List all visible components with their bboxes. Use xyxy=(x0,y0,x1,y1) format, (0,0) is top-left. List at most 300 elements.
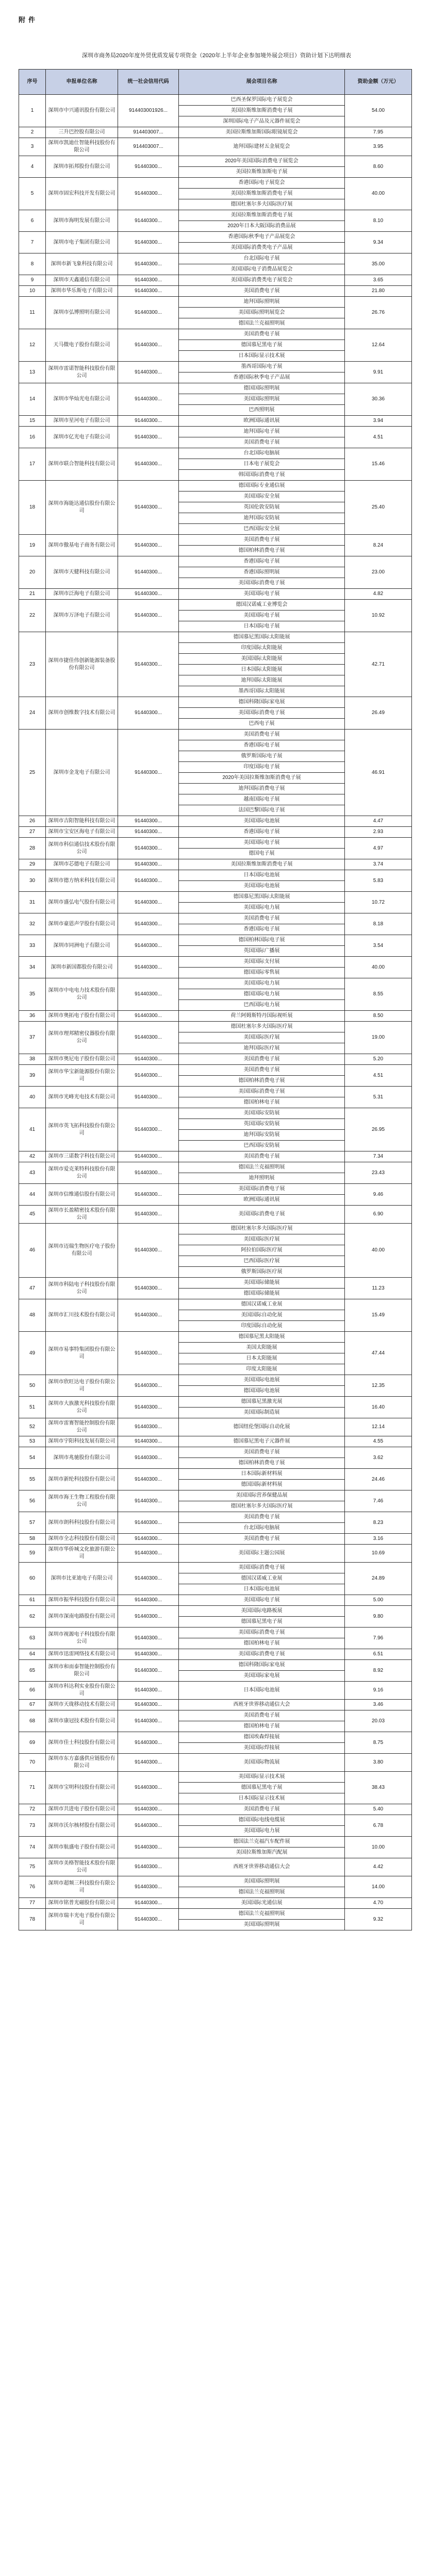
cell-credit-code: 91440300... xyxy=(118,1162,179,1184)
cell-amount: 6.51 xyxy=(345,1649,412,1660)
table-row xyxy=(19,1898,412,1909)
cell-credit-code: 91440300... xyxy=(118,286,179,297)
cell-amount: 9.46 xyxy=(345,1184,412,1206)
cell-exhibition-item: 巴西国际医疗展 xyxy=(179,1256,345,1267)
cell-company-name: 深圳市朗科科技股份有限公司 xyxy=(46,1512,118,1534)
cell-exhibition-item: 德国电子展 xyxy=(179,849,345,859)
cell-amount: 14.00 xyxy=(345,1876,412,1898)
table-row xyxy=(19,210,412,221)
cell-company-name: 深圳市振华科技股份有限公司 xyxy=(46,1595,118,1606)
cell-credit-code: 91440300... xyxy=(118,481,179,535)
table-row xyxy=(19,1772,412,1783)
cell-amount: 8.60 xyxy=(345,156,412,178)
cell-exhibition-item: 德国杜塞尔多夫国际医疗展 xyxy=(179,1224,345,1234)
table-row xyxy=(19,275,412,286)
cell-credit-code: 91440300... xyxy=(118,1563,179,1595)
cell-seq: 36 xyxy=(19,1011,46,1022)
cell-company-name: 深圳市铭普光磁股份有限公司 xyxy=(46,1898,118,1909)
cell-exhibition-item: 俄罗斯国际医疗展 xyxy=(179,1267,345,1278)
cell-seq: 74 xyxy=(19,1837,46,1858)
cell-exhibition-item: 美国国际电子消费品展览会 xyxy=(179,264,345,275)
cell-exhibition-item: 香港国际电子展 xyxy=(179,827,345,838)
cell-credit-code: 91440300... xyxy=(118,1512,179,1534)
cell-amount: 24.89 xyxy=(345,1563,412,1595)
cell-exhibition-item: 迪拜国际安防展 xyxy=(179,1130,345,1141)
cell-seq: 56 xyxy=(19,1490,46,1512)
cell-company-name: 深圳市兆驰股份有限公司 xyxy=(46,1447,118,1469)
cell-amount: 12.35 xyxy=(345,1375,412,1397)
cell-exhibition-item: 巴西国际安防展 xyxy=(179,1141,345,1151)
table-row xyxy=(19,556,412,567)
cell-seq: 27 xyxy=(19,827,46,838)
cell-credit-code: 914403001926... xyxy=(118,95,179,127)
cell-company-name: 深圳市三诺数字科技有限公司 xyxy=(46,1151,118,1162)
cell-company-name: 深圳市信维通信股份有限公司 xyxy=(46,1184,118,1206)
cell-seq: 66 xyxy=(19,1682,46,1700)
cell-amount: 5.83 xyxy=(345,870,412,892)
cell-exhibition-item: 美国消费电子展 xyxy=(179,1151,345,1162)
cell-exhibition-item: 美国国际太阳能展 xyxy=(179,654,345,665)
cell-seq: 39 xyxy=(19,1065,46,1087)
cell-amount: 8.18 xyxy=(345,913,412,935)
cell-company-name: 深圳市吉阳智能科技有限公司 xyxy=(46,816,118,827)
cell-seq: 72 xyxy=(19,1804,46,1815)
cell-company-name: 深圳市视源电子科技股份有限公司 xyxy=(46,1628,118,1649)
cell-credit-code: 91440300... xyxy=(118,1732,179,1754)
cell-credit-code: 91440300... xyxy=(118,1815,179,1837)
cell-company-name: 深圳市电子集团有限公司 xyxy=(46,232,118,253)
cell-seq: 44 xyxy=(19,1184,46,1206)
cell-amount: 9.80 xyxy=(345,1606,412,1628)
cell-exhibition-item: 巴西国际电力展 xyxy=(179,1000,345,1011)
cell-seq: 5 xyxy=(19,178,46,210)
table-row xyxy=(19,1606,412,1617)
table-body xyxy=(19,95,412,1930)
cell-exhibition-item: 越南国际电子展 xyxy=(179,794,345,805)
cell-company-name: 深圳市中兴通讯股份有限公司 xyxy=(46,95,118,127)
cell-exhibition-item: 美国国际消费电子展 xyxy=(179,1649,345,1660)
table-row xyxy=(19,1087,412,1097)
table-row xyxy=(19,448,412,459)
cell-exhibition-item: 德国柏林电子展 xyxy=(179,1638,345,1649)
cell-exhibition-item: 2020年美国国际消费电子展览会 xyxy=(179,156,345,167)
cell-amount: 9.16 xyxy=(345,1682,412,1700)
cell-exhibition-item: 迪拜国际医疗展 xyxy=(179,1043,345,1054)
cell-company-name: 深圳市新飞象科技有限公司 xyxy=(46,253,118,275)
cell-company-name: 深圳市新国都股份有限公司 xyxy=(46,957,118,978)
cell-credit-code: 91440300... xyxy=(118,1065,179,1087)
table-row xyxy=(19,253,412,264)
cell-amount: 15.46 xyxy=(345,448,412,481)
cell-company-name: 深圳市天珑移动技术有限公司 xyxy=(46,1700,118,1710)
cell-seq: 63 xyxy=(19,1628,46,1649)
cell-exhibition-item: 德国国际零售展 xyxy=(179,968,345,978)
cell-seq: 25 xyxy=(19,730,46,816)
cell-amount: 7.95 xyxy=(345,127,412,138)
cell-amount: 12.64 xyxy=(345,329,412,362)
table-row xyxy=(19,383,412,394)
cell-amount: 9.34 xyxy=(345,232,412,253)
cell-amount: 3.80 xyxy=(345,1754,412,1772)
table-row xyxy=(19,1332,412,1343)
cell-exhibition-item: 德国国际储能展 xyxy=(179,1289,345,1299)
table-row xyxy=(19,1649,412,1660)
cell-amount: 4.51 xyxy=(345,427,412,448)
document-title: 深圳市商务局2020年度外贸优质发展专项资金（2020年上半年企业参加境外展会项目）资助计划下达明细表 xyxy=(82,53,351,59)
cell-company-name: 深圳市海王生物工程股份有限公司 xyxy=(46,1490,118,1512)
cell-seq: 43 xyxy=(19,1162,46,1184)
cell-exhibition-item: 迪拜国际消费电子展 xyxy=(179,784,345,794)
cell-seq: 41 xyxy=(19,1108,46,1151)
cell-seq: 67 xyxy=(19,1700,46,1710)
cell-exhibition-item: 美国消费电子展 xyxy=(179,1512,345,1523)
cell-seq: 12 xyxy=(19,329,46,362)
cell-credit-code: 91440300... xyxy=(118,870,179,892)
cell-company-name: 深圳市长盈精密技术股份有限公司 xyxy=(46,1206,118,1224)
table-row xyxy=(19,1660,412,1671)
table-row xyxy=(19,1876,412,1887)
cell-exhibition-item: 墨西哥国际电子展 xyxy=(179,362,345,372)
cell-exhibition-item: 美国国际储能展 xyxy=(179,1278,345,1289)
cell-exhibition-item: 美国国际营养保健品展 xyxy=(179,1490,345,1501)
cell-exhibition-item: 德国慕尼黑电子展 xyxy=(179,1783,345,1793)
cell-exhibition-item: 美国消费电子展 xyxy=(179,1534,345,1545)
cell-credit-code: 91440300... xyxy=(118,1804,179,1815)
table-row xyxy=(19,1595,412,1606)
funding-table xyxy=(19,69,412,1930)
cell-credit-code: 91440300... xyxy=(118,1837,179,1858)
cell-exhibition-item: 德国慕尼黑国际太阳能展 xyxy=(179,632,345,643)
cell-amount: 4.51 xyxy=(345,1065,412,1087)
table-row xyxy=(19,297,412,308)
cell-exhibition-item: 香港国际电子展 xyxy=(179,924,345,935)
table-row xyxy=(19,1804,412,1815)
cell-seq: 16 xyxy=(19,427,46,448)
table-row xyxy=(19,1206,412,1224)
cell-company-name: 深圳市海能达通信股份有限公司 xyxy=(46,481,118,535)
cell-seq: 33 xyxy=(19,935,46,957)
cell-seq: 8 xyxy=(19,253,46,275)
cell-amount: 6.78 xyxy=(345,1815,412,1837)
cell-exhibition-item: 墨西哥国际太阳能展 xyxy=(179,686,345,697)
cell-seq: 28 xyxy=(19,838,46,859)
cell-exhibition-item: 德国柏林消费电子展 xyxy=(179,1076,345,1087)
cell-seq: 21 xyxy=(19,589,46,600)
cell-company-name: 深圳市星河电子有限公司 xyxy=(46,416,118,427)
cell-exhibition-item: 西班牙世界移动通信大会 xyxy=(179,1700,345,1710)
cell-credit-code: 91440300... xyxy=(118,1649,179,1660)
cell-seq: 9 xyxy=(19,275,46,286)
cell-exhibition-item: 德国慕尼黑电子元器件展 xyxy=(179,1436,345,1447)
cell-exhibition-item: 香港国际电子展览会 xyxy=(179,178,345,189)
cell-credit-code: 91440300... xyxy=(118,1534,179,1545)
cell-amount: 10.00 xyxy=(345,1837,412,1858)
cell-exhibition-item: 迪拜国际照明展 xyxy=(179,297,345,308)
cell-credit-code: 91440300... xyxy=(118,935,179,957)
cell-exhibition-item: 美国消费电子展 xyxy=(179,1065,345,1076)
cell-company-name: 深圳市奥尼电子股份有限公司 xyxy=(46,1054,118,1065)
cell-exhibition-item: 欧洲国际通讯展 xyxy=(179,1195,345,1206)
cell-credit-code: 91440300... xyxy=(118,1151,179,1162)
cell-exhibition-item: 德国法兰克福照明展 xyxy=(179,1162,345,1173)
cell-credit-code: 91440300... xyxy=(118,1469,179,1490)
cell-exhibition-item: 英国国际广播展 xyxy=(179,946,345,957)
cell-credit-code: 91440300... xyxy=(118,978,179,1011)
cell-amount: 47.44 xyxy=(345,1332,412,1375)
cell-exhibition-item: 2020年美国拉斯维加斯消费电子展 xyxy=(179,773,345,784)
cell-company-name: 深圳市全志科技股份有限公司 xyxy=(46,1534,118,1545)
cell-amount: 8.10 xyxy=(345,210,412,232)
cell-credit-code: 91440300... xyxy=(118,178,179,210)
cell-exhibition-item: 美国国际消费电子展 xyxy=(179,1184,345,1195)
cell-company-name: 深圳市雷诺智能科技股份有限公司 xyxy=(46,362,118,383)
cell-company-name: 深圳市英飞拓科技股份有限公司 xyxy=(46,1108,118,1151)
cell-exhibition-item: 美国国际消费电子展 xyxy=(179,708,345,719)
cell-exhibition-item: 美国拉斯维加斯国际眼镜展览会 xyxy=(179,127,345,138)
cell-exhibition-item: 深圳国际电子产品及元器件展览会 xyxy=(179,116,345,127)
cell-amount: 35.00 xyxy=(345,253,412,275)
cell-exhibition-item: 美国消费电子展 xyxy=(179,730,345,740)
cell-company-name: 深圳市奥拓电子股份有限公司 xyxy=(46,1011,118,1022)
cell-company-name: 深圳市同洲电子有限公司 xyxy=(46,935,118,957)
cell-exhibition-item: 美国国际电力展 xyxy=(179,903,345,913)
cell-credit-code: 91440300... xyxy=(118,1087,179,1108)
cell-exhibition-item: 美国消费电子展 xyxy=(179,437,345,448)
table-row xyxy=(19,1375,412,1386)
cell-exhibition-item: 德国柏林电子展 xyxy=(179,1097,345,1108)
cell-credit-code: 91440300... xyxy=(118,1754,179,1772)
table-row xyxy=(19,838,412,849)
cell-exhibition-item: 美国国际电子展 xyxy=(179,1595,345,1606)
cell-seq: 48 xyxy=(19,1299,46,1332)
header-seq: 序号 xyxy=(19,70,46,95)
cell-seq: 51 xyxy=(19,1397,46,1418)
cell-exhibition-item: 美国国际照明展 xyxy=(179,394,345,405)
cell-credit-code: 91440300... xyxy=(118,1332,179,1375)
cell-seq: 1 xyxy=(19,95,46,127)
cell-credit-code: 91440300... xyxy=(118,859,179,870)
cell-exhibition-item: 台北国际电脑展 xyxy=(179,1523,345,1534)
table-row xyxy=(19,427,412,437)
cell-seq: 71 xyxy=(19,1772,46,1804)
cell-credit-code: 91440300... xyxy=(118,275,179,286)
cell-company-name: 深圳市盛弘电气股份有限公司 xyxy=(46,892,118,913)
cell-exhibition-item: 美国国际制造展 xyxy=(179,1408,345,1418)
cell-exhibition-item: 美国国际电子展 xyxy=(179,589,345,600)
cell-exhibition-item: 迪拜国际电子展 xyxy=(179,427,345,437)
cell-exhibition-item: 德国法兰克福照明展 xyxy=(179,318,345,329)
cell-exhibition-item: 美国消费电子展 xyxy=(179,329,345,340)
cell-amount: 11.23 xyxy=(345,1278,412,1299)
cell-company-name: 深圳市弘博照明有限公司 xyxy=(46,297,118,329)
cell-company-name: 深圳市创维数字技术有限公司 xyxy=(46,697,118,730)
cell-credit-code: 914403007... xyxy=(118,138,179,156)
cell-exhibition-item: 德国慕尼黑国际太阳能展 xyxy=(179,892,345,903)
cell-seq: 24 xyxy=(19,697,46,730)
cell-exhibition-item: 香港国际电子展 xyxy=(179,556,345,567)
cell-credit-code: 91440300... xyxy=(118,1545,179,1563)
table-row xyxy=(19,1754,412,1772)
cell-exhibition-item: 德国汉诺威工业展 xyxy=(179,1573,345,1584)
table-row xyxy=(19,1512,412,1523)
cell-credit-code: 91440300... xyxy=(118,1054,179,1065)
cell-credit-code: 91440300... xyxy=(118,1278,179,1299)
cell-credit-code: 91440300... xyxy=(118,1660,179,1682)
cell-exhibition-item: 美国国际消费电子展 xyxy=(179,1087,345,1097)
cell-exhibition-item: 美国消费电子展 xyxy=(179,1710,345,1721)
cell-company-name: 深圳市康冠技术股份有限公司 xyxy=(46,1710,118,1732)
cell-company-name: 深圳市沃尔核材股份有限公司 xyxy=(46,1815,118,1837)
cell-exhibition-item: 美国国际安防展 xyxy=(179,1108,345,1119)
cell-company-name: 深圳市泛海电子有限公司 xyxy=(46,589,118,600)
cell-exhibition-item: 巴西圣保罗国际电子展览会 xyxy=(179,95,345,106)
cell-exhibition-item: 美国国际光通信展 xyxy=(179,1898,345,1909)
cell-credit-code: 91440300... xyxy=(118,1184,179,1206)
cell-company-name: 深圳市易事特集团股份有限公司 xyxy=(46,1332,118,1375)
cell-seq: 37 xyxy=(19,1022,46,1054)
cell-amount: 30.36 xyxy=(345,383,412,416)
cell-company-name: 深圳市傲基电子商务有限公司 xyxy=(46,535,118,556)
cell-seq: 11 xyxy=(19,297,46,329)
cell-credit-code: 91440300... xyxy=(118,362,179,383)
cell-amount: 4.55 xyxy=(345,1436,412,1447)
cell-seq: 65 xyxy=(19,1660,46,1682)
cell-exhibition-item: 德国慕尼黑电子展 xyxy=(179,1617,345,1628)
cell-seq: 38 xyxy=(19,1054,46,1065)
cell-exhibition-item: 德国国际专业通信展 xyxy=(179,481,345,492)
cell-exhibition-item: 2020年日本大阪国际消费品展 xyxy=(179,221,345,232)
cell-amount: 9.91 xyxy=(345,362,412,383)
cell-exhibition-item: 巴西照明展 xyxy=(179,405,345,416)
cell-exhibition-item: 美国国际医疗展 xyxy=(179,1234,345,1245)
table-row xyxy=(19,1700,412,1710)
cell-exhibition-item: 德国柏林消费电子展 xyxy=(179,546,345,556)
table-row xyxy=(19,1278,412,1289)
cell-seq: 58 xyxy=(19,1534,46,1545)
table-row xyxy=(19,1815,412,1826)
cell-exhibition-item: 德国汉诺威工业展 xyxy=(179,1299,345,1310)
cell-exhibition-item: 美国国际主题公园展 xyxy=(179,1545,345,1563)
cell-company-name: 深圳市华灿光电有限公司 xyxy=(46,383,118,416)
cell-credit-code: 91440300... xyxy=(118,1909,179,1930)
cell-amount: 3.94 xyxy=(345,416,412,427)
table-row xyxy=(19,1534,412,1545)
table-row xyxy=(19,127,412,138)
cell-exhibition-item: 日本太阳能展 xyxy=(179,1353,345,1364)
cell-credit-code: 91440300... xyxy=(118,1710,179,1732)
cell-exhibition-item: 德国杜塞尔多夫国际医疗展 xyxy=(179,1501,345,1512)
cell-credit-code: 91440300... xyxy=(118,535,179,556)
cell-company-name: 深圳市万泽电子有限公司 xyxy=(46,600,118,632)
cell-exhibition-item: 德国杜塞尔多夫国际医疗展 xyxy=(179,199,345,210)
cell-seq: 22 xyxy=(19,600,46,632)
cell-exhibition-item: 日本国际显示技术展 xyxy=(179,351,345,362)
cell-exhibition-item: 台北国际电脑展 xyxy=(179,448,345,459)
table-row xyxy=(19,978,412,989)
cell-exhibition-item: 迪拜国际安防展 xyxy=(179,513,345,524)
table-header-row xyxy=(19,70,412,95)
cell-seq: 78 xyxy=(19,1909,46,1930)
cell-credit-code: 91440300... xyxy=(118,816,179,827)
cell-company-name: 深圳市比亚迪电子有限公司 xyxy=(46,1563,118,1595)
table-row xyxy=(19,1837,412,1848)
table-row xyxy=(19,1022,412,1032)
cell-amount: 3.62 xyxy=(345,1447,412,1469)
table-row xyxy=(19,1469,412,1480)
cell-company-name: 深圳市中电电力技术股份有限公司 xyxy=(46,978,118,1011)
cell-amount: 7.96 xyxy=(345,1628,412,1649)
cell-amount: 21.80 xyxy=(345,286,412,297)
cell-exhibition-item: 德国杜塞尔多夫国际医疗展 xyxy=(179,1022,345,1032)
cell-exhibition-item: 美国国际电子展 xyxy=(179,611,345,621)
cell-exhibition-item: 美国国际消费类电子产品展 xyxy=(179,243,345,253)
funding-table-wrap xyxy=(19,69,411,1930)
cell-amount: 3.16 xyxy=(345,1534,412,1545)
cell-credit-code: 91440300... xyxy=(118,1628,179,1649)
cell-amount: 3.74 xyxy=(345,859,412,870)
table-row xyxy=(19,859,412,870)
cell-exhibition-item: 印度国际电子展 xyxy=(179,762,345,773)
cell-credit-code: 914403007... xyxy=(118,127,179,138)
cell-amount: 4.97 xyxy=(345,838,412,859)
cell-amount: 6.90 xyxy=(345,1206,412,1224)
cell-company-name: 深圳市汇川技术股份有限公司 xyxy=(46,1299,118,1332)
cell-exhibition-item: 美国国际照明展览会 xyxy=(179,308,345,318)
table-row xyxy=(19,1447,412,1458)
cell-seq: 73 xyxy=(19,1815,46,1837)
cell-amount: 38.43 xyxy=(345,1772,412,1804)
table-row xyxy=(19,1065,412,1076)
cell-seq: 6 xyxy=(19,210,46,232)
table-row xyxy=(19,1858,412,1876)
cell-company-name: 深圳市佳士科技股份有限公司 xyxy=(46,1732,118,1754)
cell-seq: 2 xyxy=(19,127,46,138)
table-row xyxy=(19,957,412,968)
cell-company-name: 深圳市和而泰智能控制股份有限公司 xyxy=(46,1660,118,1682)
cell-amount: 8.50 xyxy=(345,1011,412,1022)
cell-exhibition-item: 日本国际电池展 xyxy=(179,1584,345,1595)
cell-amount: 23.43 xyxy=(345,1162,412,1184)
cell-exhibition-item: 日本国际电池展 xyxy=(179,1682,345,1700)
cell-company-name: 深圳市宇阳科技发展有限公司 xyxy=(46,1436,118,1447)
cell-amount: 7.46 xyxy=(345,1490,412,1512)
cell-exhibition-item: 俄罗斯国际电子展 xyxy=(179,751,345,762)
table-row xyxy=(19,730,412,740)
cell-company-name: 深圳市大族激光科技股份有限公司 xyxy=(46,1397,118,1418)
cell-credit-code: 91440300... xyxy=(118,253,179,275)
cell-exhibition-item: 香港国际照明展 xyxy=(179,567,345,578)
cell-credit-code: 91440300... xyxy=(118,827,179,838)
cell-credit-code: 91440300... xyxy=(118,1299,179,1332)
cell-exhibition-item: 迪拜国际建材五金展览会 xyxy=(179,138,345,156)
cell-credit-code: 91440300... xyxy=(118,210,179,232)
cell-credit-code: 91440300... xyxy=(118,1876,179,1898)
cell-seq: 42 xyxy=(19,1151,46,1162)
cell-credit-code: 91440300... xyxy=(118,913,179,935)
cell-exhibition-item: 美国国际照明展 xyxy=(179,1920,345,1930)
cell-exhibition-item: 印度国际太阳能展 xyxy=(179,643,345,654)
cell-company-name: 深圳市芯德电子有限公司 xyxy=(46,859,118,870)
cell-amount: 4.47 xyxy=(345,816,412,827)
cell-amount: 12.14 xyxy=(345,1418,412,1436)
cell-credit-code: 91440300... xyxy=(118,838,179,859)
cell-amount: 25.40 xyxy=(345,481,412,535)
cell-exhibition-item: 美国消费电子展 xyxy=(179,1804,345,1815)
cell-amount: 2.93 xyxy=(345,827,412,838)
cell-seq: 15 xyxy=(19,416,46,427)
cell-exhibition-item: 德国埃森焊接展 xyxy=(179,1732,345,1743)
cell-exhibition-item: 德国科隆国际家电展 xyxy=(179,1660,345,1671)
